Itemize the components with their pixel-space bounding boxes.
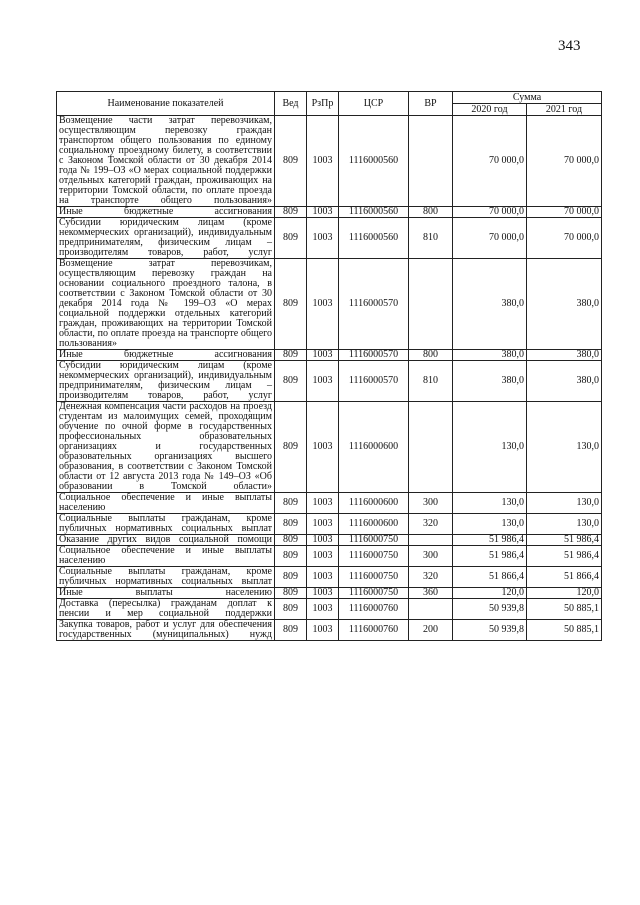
row-sum-2020: 50 939,8 [453, 599, 527, 620]
row-rzpr: 1003 [307, 620, 339, 641]
row-csr: 1116000560 [339, 207, 409, 218]
table-row [57, 599, 602, 620]
row-sum-2021: 130,0 [527, 514, 602, 535]
row-rzpr: 1003 [307, 493, 339, 514]
row-rzpr: 1003 [307, 514, 339, 535]
row-vr: 200 [409, 620, 453, 641]
row-sum-2021: 70 000,0 [527, 207, 602, 218]
row-ved: 809 [275, 218, 307, 259]
row-sum-2020: 380,0 [453, 350, 527, 361]
row-rzpr: 1003 [307, 546, 339, 567]
row-sum-2020: 51 986,4 [453, 546, 527, 567]
row-sum-2021: 380,0 [527, 361, 602, 402]
col-header-ved: Вед [275, 92, 307, 116]
table-row [57, 546, 602, 567]
table-row [57, 207, 602, 218]
row-vr [409, 535, 453, 546]
row-rzpr: 1003 [307, 567, 339, 588]
row-csr: 1116000560 [339, 218, 409, 259]
row-ved: 809 [275, 514, 307, 535]
row-sum-2021: 130,0 [527, 493, 602, 514]
row-ved: 809 [275, 207, 307, 218]
row-rzpr: 1003 [307, 259, 339, 350]
page-number: 343 [558, 38, 581, 54]
row-csr: 1116000750 [339, 588, 409, 599]
row-ved: 809 [275, 402, 307, 493]
row-sum-2020: 380,0 [453, 259, 527, 350]
row-sum-2021: 70 000,0 [527, 116, 602, 207]
row-name: Возмещение части затрат перевозчикам, осуществляющим перевозку граждан транспортом общего пользования по единому социальному проездному билету, в соответствии с Законом Томской области от 30 декабря 2014 года № 199–ОЗ «О мерах социальной поддержки отдельных категорий граждан, проживающих на территории Томской области, по оплате проезда на транспорте общего пользования» [57, 116, 275, 207]
row-csr: 1116000760 [339, 620, 409, 641]
row-ved: 809 [275, 259, 307, 350]
row-vr: 320 [409, 514, 453, 535]
row-vr [409, 402, 453, 493]
row-rzpr: 1003 [307, 207, 339, 218]
table-row [57, 514, 602, 535]
row-rzpr: 1003 [307, 535, 339, 546]
table-row [57, 361, 602, 402]
table-row [57, 402, 602, 493]
col-header-name: Наименование показателей [57, 92, 275, 116]
row-sum-2020: 130,0 [453, 514, 527, 535]
row-rzpr: 1003 [307, 599, 339, 620]
row-csr: 1116000760 [339, 599, 409, 620]
row-sum-2021: 50 885,1 [527, 620, 602, 641]
row-sum-2021: 70 000,0 [527, 218, 602, 259]
row-ved: 809 [275, 116, 307, 207]
row-vr: 800 [409, 207, 453, 218]
row-sum-2020: 70 000,0 [453, 116, 527, 207]
row-sum-2021: 380,0 [527, 350, 602, 361]
row-name: Доставка (пересылка) гражданам доплат к пенсии и мер социальной поддержки [57, 599, 275, 620]
row-sum-2020: 70 000,0 [453, 207, 527, 218]
row-sum-2021: 130,0 [527, 402, 602, 493]
row-name: Социальные выплаты гражданам, кроме публичных нормативных социальных выплат [57, 514, 275, 535]
table-row [57, 620, 602, 641]
table-row [57, 259, 602, 350]
table-body [57, 116, 602, 641]
row-csr: 1116000750 [339, 535, 409, 546]
row-sum-2020: 51 866,4 [453, 567, 527, 588]
row-csr: 1116000570 [339, 361, 409, 402]
row-name: Иные бюджетные ассигнования [57, 207, 275, 218]
row-sum-2021: 51 986,4 [527, 546, 602, 567]
table-row [57, 588, 602, 599]
row-sum-2021: 120,0 [527, 588, 602, 599]
row-csr: 1116000600 [339, 514, 409, 535]
row-rzpr: 1003 [307, 402, 339, 493]
row-ved: 809 [275, 599, 307, 620]
row-csr: 1116000600 [339, 493, 409, 514]
row-rzpr: 1003 [307, 350, 339, 361]
row-sum-2021: 51 866,4 [527, 567, 602, 588]
row-csr: 1116000570 [339, 259, 409, 350]
row-vr: 810 [409, 218, 453, 259]
row-rzpr: 1003 [307, 361, 339, 402]
row-sum-2021: 50 885,1 [527, 599, 602, 620]
row-name: Иные выплаты населению [57, 588, 275, 599]
row-name: Социальные выплаты гражданам, кроме публичных нормативных социальных выплат [57, 567, 275, 588]
row-name: Субсидии юридическим лицам (кроме некоммерческих организаций), индивидуальным предпринимателям, физическим лицам – производителям товаров, работ, услуг [57, 361, 275, 402]
row-name: Социальное обеспечение и иные выплаты населению [57, 546, 275, 567]
row-csr: 1116000750 [339, 567, 409, 588]
row-sum-2021: 380,0 [527, 259, 602, 350]
row-vr: 320 [409, 567, 453, 588]
row-name: Закупка товаров, работ и услуг для обеспечения государственных (муниципальных) нужд [57, 620, 275, 641]
row-sum-2020: 120,0 [453, 588, 527, 599]
row-name: Возмещение затрат перевозчикам, осуществляющим перевозку граждан на основании социального проездного талона, в соответствии с Законом Томской области от 30 декабря 2014 года № 199–ОЗ «О мерах социальной поддержки отдельных категорий граждан, проживающих на территории Томской области, по оплате проезда на транспорте общего пользования» [57, 259, 275, 350]
table-row [57, 350, 602, 361]
row-vr [409, 599, 453, 620]
row-ved: 809 [275, 350, 307, 361]
row-sum-2020: 130,0 [453, 402, 527, 493]
row-sum-2020: 51 986,4 [453, 535, 527, 546]
row-csr: 1116000570 [339, 350, 409, 361]
row-vr: 800 [409, 350, 453, 361]
table-row [57, 535, 602, 546]
row-sum-2020: 130,0 [453, 493, 527, 514]
table-row [57, 493, 602, 514]
row-vr: 300 [409, 493, 453, 514]
row-ved: 809 [275, 535, 307, 546]
row-name: Субсидии юридическим лицам (кроме некоммерческих организаций), индивидуальным предпринимателям, физическим лицам – производителям товаров, работ, услуг [57, 218, 275, 259]
row-sum-2021: 51 986,4 [527, 535, 602, 546]
row-ved: 809 [275, 493, 307, 514]
row-name: Иные бюджетные ассигнования [57, 350, 275, 361]
row-csr: 1116000600 [339, 402, 409, 493]
row-name: Денежная компенсация части расходов на проезд студентам из малоимущих семей, проходящим обучение по очной форме в государственных профессиональных образовательных организациях и государственных образовательных организациях высшего образования, в соответствии с Законом Томской области от 12 августа 2013 года № 149–ОЗ «Об образовании в Томской области» [57, 402, 275, 493]
row-vr: 300 [409, 546, 453, 567]
table-row [57, 567, 602, 588]
row-name: Оказание других видов социальной помощи [57, 535, 275, 546]
row-rzpr: 1003 [307, 218, 339, 259]
row-ved: 809 [275, 620, 307, 641]
col-header-rzpr: РзПр [307, 92, 339, 116]
col-header-csr: ЦСР [339, 92, 409, 116]
row-vr: 810 [409, 361, 453, 402]
row-rzpr: 1003 [307, 116, 339, 207]
budget-table [56, 91, 602, 641]
row-sum-2020: 380,0 [453, 361, 527, 402]
col-header-2020: 2020 год [453, 104, 527, 116]
row-ved: 809 [275, 588, 307, 599]
row-ved: 809 [275, 567, 307, 588]
row-sum-2020: 50 939,8 [453, 620, 527, 641]
row-sum-2020: 70 000,0 [453, 218, 527, 259]
row-rzpr: 1003 [307, 588, 339, 599]
col-header-vr: ВР [409, 92, 453, 116]
row-name: Социальное обеспечение и иные выплаты населению [57, 493, 275, 514]
col-header-2021: 2021 год [527, 104, 602, 116]
row-ved: 809 [275, 546, 307, 567]
row-csr: 1116000750 [339, 546, 409, 567]
row-vr [409, 259, 453, 350]
row-csr: 1116000560 [339, 116, 409, 207]
row-ved: 809 [275, 361, 307, 402]
col-header-sum: Сумма [453, 92, 602, 104]
row-vr: 360 [409, 588, 453, 599]
table-row [57, 116, 602, 207]
row-vr [409, 116, 453, 207]
table-row [57, 218, 602, 259]
